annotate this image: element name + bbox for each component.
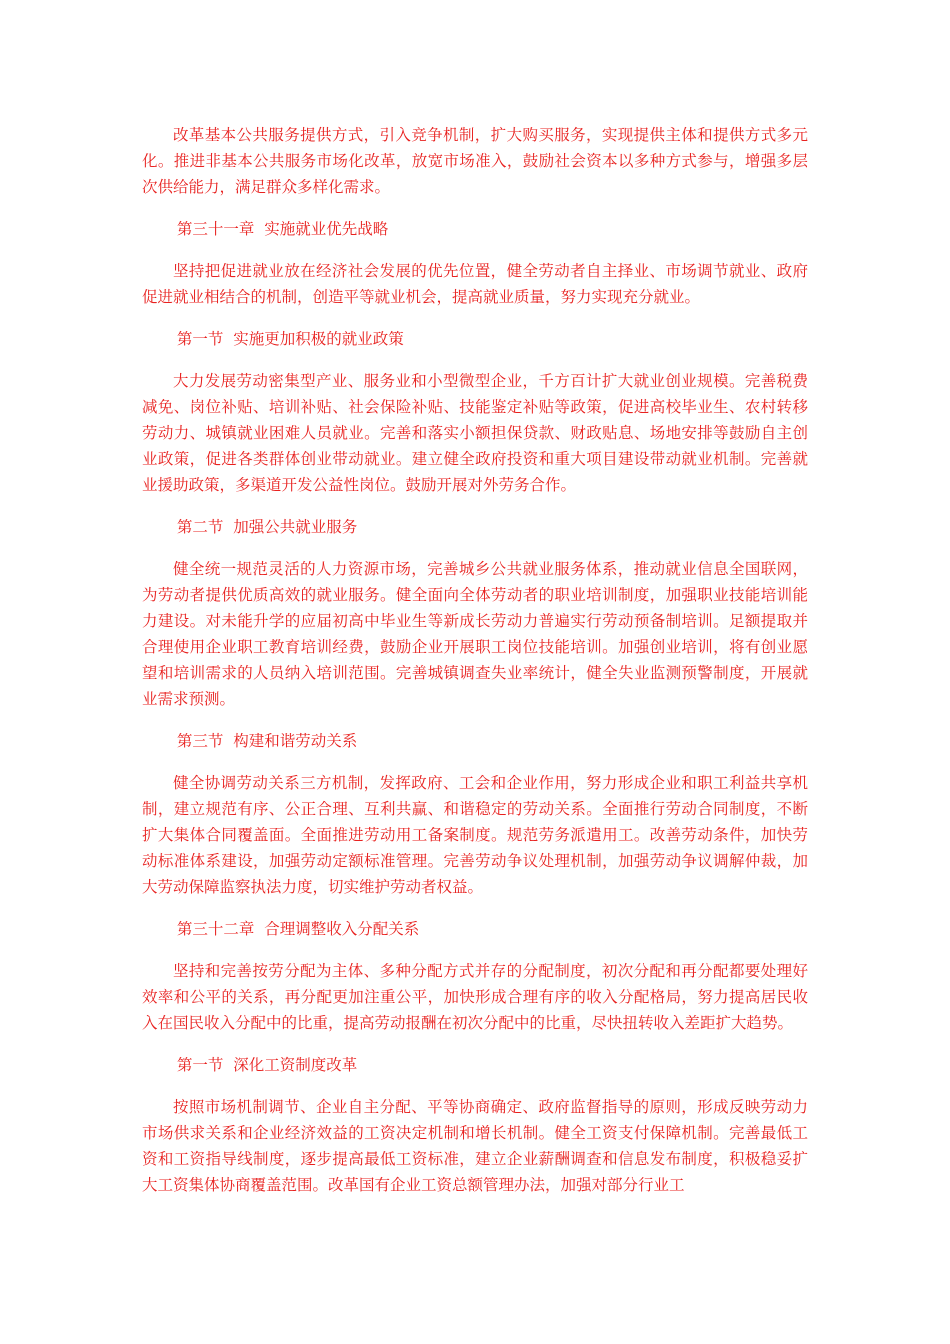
paragraph-employment-policy: 大力发展劳动密集型产业、服务业和小型微型企业，千方百计扩大就业创业规模。完善税费减免、岗位补贴、培训补贴、社会保险补贴、技能鉴定补贴等政策，促进高校毕业生、农村转移劳动力、城镇就业困难人员就业。完善和落实小额担保贷款、财政贴息、场地安排等鼓励自主创业政策，促进各类群体创业带动就业。建立健全政府投资和重大项目建设带动就业机制。完善就业援助政策，多渠道开发公益性岗位。鼓励开展对外劳务合作。 — [142, 372, 808, 494]
paragraph-labor-relations: 健全协调劳动关系三方机制，发挥政府、工会和企业作用，努力形成企业和职工利益共享机制，建立规范有序、公正合理、互利共赢、和谐稳定的劳动关系。全面推行劳动合同制度，不断扩大集体合同覆盖面。全面推进劳动用工备案制度。规范劳务派遣用工。改善劳动条件，加快劳动标准体系建设，加强劳动定额标准管理。完善劳动争议处理机制，加强劳动争议调解仲裁，加大劳动保障监察执法力度，切实维护劳动者权益。 — [142, 774, 808, 896]
paragraph-public-services: 改革基本公共服务提供方式，引入竞争机制，扩大购买服务，实现提供主体和提供方式多元化。推进非基本公共服务市场化改革，放宽市场准入，鼓励社会资本以多种方式参与，增强多层次供给能力，满足群众多样化需求。 — [142, 126, 808, 196]
paragraph-wage-reform: 按照市场机制调节、企业自主分配、平等协商确定、政府监督指导的原则，形成反映劳动力市场供求关系和企业经济效益的工资决定机制和增长机制。健全工资支付保障机制。完善最低工资和工资指导线制度，逐步提高最低工资标准，建立企业薪酬调查和信息发布制度，积极稳妥扩大工资集体协商覆盖范围。改革国有企业工资总额管理办法，加强对部分行业工 — [142, 1098, 808, 1194]
section-1-title: 第一节 实施更加积极的就业政策 — [176, 330, 404, 348]
section-wage-reform-title: 第一节 深化工资制度改革 — [176, 1056, 358, 1074]
chapter-31-title: 第三十一章 实施就业优先战略 — [176, 220, 389, 238]
document-page — [142, 122, 808, 1214]
chapter-32-title: 第三十二章 合理调整收入分配关系 — [176, 920, 420, 938]
paragraph-public-employment-service: 健全统一规范灵活的人力资源市场，完善城乡公共就业服务体系，推动就业信息全国联网，为劳动者提供优质高效的就业服务。健全面向全体劳动者的职业培训制度，加强职业技能培训能力建设。对未能升学的应届初高中毕业生等新成长劳动力普遍实行劳动预备制培训。足额提取并合理使用企业职工教育培训经费，鼓励企业开展职工岗位技能培训。加强创业培训，将有创业愿望和培训需求的人员纳入培训范围。完善城镇调查失业率统计，健全失业监测预警制度，开展就业需求预测。 — [142, 560, 808, 708]
paragraph-income-distribution: 坚持和完善按劳分配为主体、多种分配方式并存的分配制度，初次分配和再分配都要处理好效率和公平的关系，再分配更加注重公平，加快形成合理有序的收入分配格局，努力提高居民收入在国民收入分配中的比重，提高劳动报酬在初次分配中的比重，尽快扭转收入差距扩大趋势。 — [142, 962, 808, 1032]
section-3-title: 第三节 构建和谐劳动关系 — [176, 732, 358, 750]
paragraph-employment-priority: 坚持把促进就业放在经济社会发展的优先位置，健全劳动者自主择业、市场调节就业、政府促进就业相结合的机制，创造平等就业机会，提高就业质量，努力实现充分就业。 — [142, 262, 808, 306]
section-2-title: 第二节 加强公共就业服务 — [176, 518, 358, 536]
